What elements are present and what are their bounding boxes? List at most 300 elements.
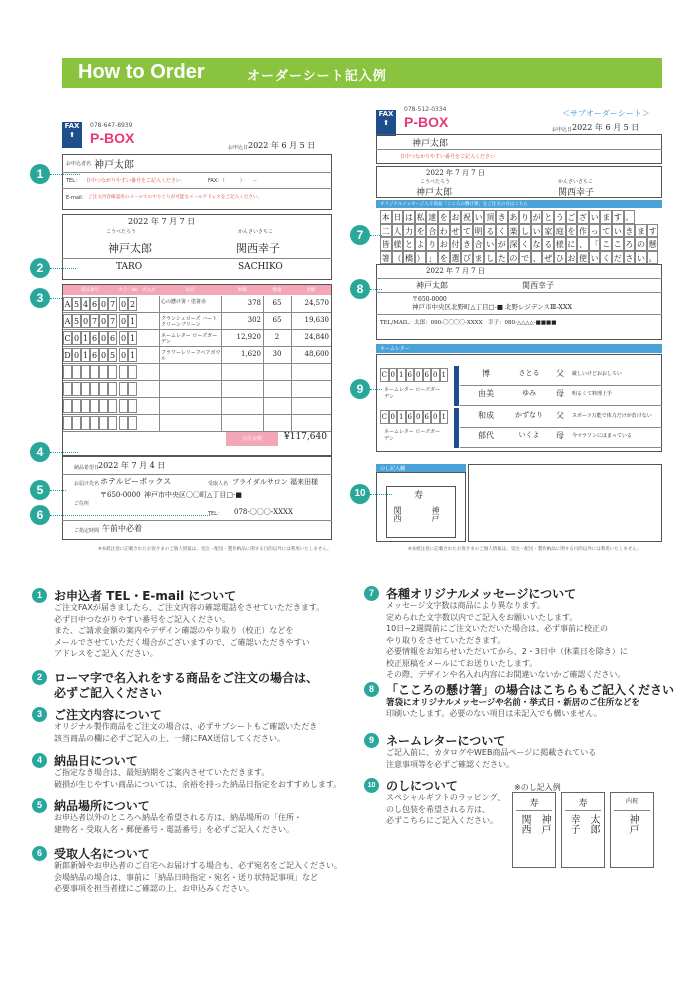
nameletter-relation: 父	[556, 411, 564, 420]
code-cell: C	[63, 331, 72, 345]
explanation-callout-7: 7	[364, 586, 379, 601]
code-cell	[108, 416, 117, 430]
callout-leader	[50, 298, 62, 299]
place-label: お届け先名	[74, 481, 100, 487]
order-date: 2022 年 6 月 5 日	[572, 123, 640, 132]
callout-leader	[370, 389, 382, 390]
code-cell: 6	[90, 331, 99, 345]
nameletter-kana: いくよ	[518, 431, 540, 439]
nameletter-code-cell: 1	[397, 368, 406, 382]
explanation-line: また、ご請求金額の案内やデザイン確認のやり取り（校正）などを	[54, 626, 294, 635]
message-char-cell: 私	[415, 210, 427, 224]
nameletter-bar	[376, 344, 662, 353]
code-cell	[72, 365, 81, 379]
code-cell	[90, 382, 99, 396]
callout-leader	[50, 515, 210, 516]
message-char-cell: こ	[600, 237, 612, 251]
bride-name: 関西幸子	[236, 242, 280, 255]
message-char-cell: を	[566, 224, 578, 238]
explanation-title: 「こころの懸け箸」の場合はこちらもご記入ください	[386, 683, 675, 697]
explanation-line: 校正原稿をメールにてお送りいたします。	[386, 658, 538, 668]
nameletter-name: 由美	[478, 389, 494, 398]
callout-6: 6	[30, 505, 50, 525]
nameletter-bar-label: ネームレター	[380, 346, 410, 352]
nameletter-rows	[376, 366, 662, 452]
nameletter-stripe	[454, 408, 459, 448]
column-divider	[221, 296, 222, 432]
nameletter-code-cell: C	[380, 410, 389, 424]
divider	[62, 258, 332, 259]
code-cell	[81, 365, 90, 379]
code-cell: 0	[99, 314, 108, 328]
explanation-title: お申込者 TEL・E-mail について	[54, 589, 237, 603]
message-char-cell: 力	[403, 224, 415, 238]
code-cell	[99, 416, 108, 430]
callout-1: 1	[30, 164, 50, 184]
delivery-date: 2022 年 7 月 4 日	[98, 461, 166, 470]
message-char-cell: （	[392, 251, 404, 265]
explanation-line: 必ず日中つながりやすい番号をご記入ください。	[54, 614, 230, 624]
total-value: ¥117,640	[284, 432, 327, 442]
row-divider	[460, 405, 662, 406]
message-char-cell: は	[403, 210, 415, 224]
code-cell	[90, 365, 99, 379]
code-cell	[99, 365, 108, 379]
brand-logo: P-BOX	[404, 114, 449, 130]
explanation-line: 必要事項を担当者様にご確認の上、お申込みください。	[54, 884, 254, 893]
message-char-cell: 祝	[461, 210, 473, 224]
message-char-cell: こ	[612, 237, 624, 251]
code-cell	[72, 382, 81, 396]
nameletter-code-cell: 1	[440, 368, 449, 382]
code-cell	[63, 399, 72, 413]
message-char-cell: 合	[473, 237, 485, 251]
message-char-cell: た	[496, 251, 508, 265]
message-char-cell: ）	[415, 251, 427, 265]
color-cell: 1	[128, 348, 137, 362]
item-price: 12,920	[236, 333, 261, 341]
message-char-cell: し	[484, 251, 496, 265]
order-column-header: カラーNo	[118, 288, 138, 293]
item-qty: 30	[272, 350, 282, 358]
color-cell: 2	[128, 297, 137, 311]
message-char-cell: 日	[392, 210, 404, 224]
left-order-sheet	[58, 118, 336, 558]
brand-logo: P-BOX	[90, 130, 135, 146]
divider	[376, 292, 662, 293]
nameletter-message: 厳しいけどおおしろい	[572, 371, 623, 377]
message-char-cell: り	[426, 237, 438, 251]
callout-leader	[370, 494, 392, 495]
wedding-date: 2022 年 7 月 7 日	[426, 169, 485, 177]
kakebashi-name-1: 神戸太郎	[416, 281, 448, 290]
order-column-header: 単価	[237, 288, 247, 293]
nameletter-relation: 父	[556, 369, 564, 378]
order-date: 2022 年 6 月 5 日	[248, 141, 316, 150]
tel-label: TEL：	[66, 178, 80, 184]
code-cell	[72, 399, 81, 413]
color-cell: 0	[119, 297, 128, 311]
nameletter-name: 郁代	[478, 431, 494, 440]
message-char-cell: し	[519, 224, 531, 238]
noshi-sample-name: 幸子	[568, 814, 579, 834]
noshi-band	[565, 810, 601, 811]
message-char-cell: な	[531, 237, 543, 251]
code-cell: 0	[99, 331, 108, 345]
fax-icon: FAX ⬆	[376, 110, 396, 136]
message-char-cell: い	[635, 251, 647, 265]
code-cell: 0	[81, 314, 90, 328]
message-char-cell: 庭	[554, 224, 566, 238]
message-char-cell: ま	[600, 210, 612, 224]
noshi-sample-name: 太郎	[588, 814, 599, 834]
row-divider	[460, 385, 662, 386]
code-cell	[72, 416, 81, 430]
explanation-callout-10: 10	[364, 778, 379, 793]
item-qty: 65	[272, 299, 282, 307]
item-amount: 24,840	[304, 333, 329, 341]
column-divider	[263, 296, 264, 432]
recipient-value: ブライダルサロン 福来田様	[232, 478, 319, 486]
code-cell: 1	[81, 331, 90, 345]
nameletter-message: スポーツ万能で体力だけが負けない	[572, 413, 652, 419]
item-price: 1,620	[240, 350, 261, 358]
noshi-sample-top: 内祝	[625, 798, 638, 805]
callout-leader	[50, 452, 78, 453]
address-value: 神戸市中央区〇〇町△丁目□-■	[144, 491, 242, 499]
explanation-callout-5: 5	[32, 798, 47, 813]
item-name: ネームレター ローズガーデン	[161, 333, 218, 345]
explanation-title: 納品日について	[54, 754, 138, 768]
callout-8: 8	[350, 279, 370, 299]
code-cell: 6	[90, 297, 99, 311]
kakebashi-date: 2022 年 7 月 7 日	[426, 267, 485, 275]
explanation-emphasis: 箸袋にオリジナルメッセージや名前・挙式日・新居のご住所などを	[386, 698, 640, 708]
groom-roman: TARO	[116, 262, 143, 272]
code-cell: 7	[108, 314, 117, 328]
explanation-line: 必ずこちらにご記入ください。	[386, 816, 498, 825]
right-sub-order-sheet	[372, 102, 664, 560]
divider	[376, 149, 662, 150]
explanation-callout-1: 1	[32, 588, 47, 603]
message-char-cell: い	[473, 210, 485, 224]
item-name: 心の懸け箸・塗箸赤	[161, 299, 207, 305]
total-label: 合計金額	[226, 432, 278, 446]
explanation-callout-4: 4	[32, 753, 47, 768]
tel-note: 日中つながりやすい番号をご記入ください	[400, 154, 496, 160]
nameletter-code-cell: 1	[440, 410, 449, 424]
message-char-cell: い	[531, 224, 543, 238]
explanation-line: お申込者以外のところへ納品を希望される方は、納品場所の「住所・	[54, 813, 302, 822]
message-char-cell: っ	[589, 224, 601, 238]
message-char-cell: 橋	[403, 251, 415, 265]
fax-icon: FAX ⬆	[62, 122, 82, 148]
callout-leader	[370, 235, 382, 236]
message-char-cell: て	[600, 224, 612, 238]
message-char-cell: 人	[392, 224, 404, 238]
message-char-cell: で	[519, 251, 531, 265]
message-char-cell: く	[496, 224, 508, 238]
email-note: ご注文内容確認用のメールでのやりとりが可能なメールアドレスをご記入ください。	[88, 195, 263, 200]
page-title: How to Order	[78, 61, 205, 83]
code-cell	[81, 399, 90, 413]
sub-sheet-title: ＜サブオーダーシート＞	[562, 109, 650, 118]
column-divider	[291, 296, 292, 432]
date-label: お申込日	[228, 145, 249, 151]
address-label: ご住所	[74, 501, 90, 507]
callout-7: 7	[350, 225, 370, 245]
message-char-cell: だ	[612, 251, 624, 265]
row-divider	[460, 447, 662, 448]
explanation-callout-6: 6	[32, 846, 47, 861]
message-char-cell: ま	[635, 224, 647, 238]
message-char-cell: 作	[577, 224, 589, 238]
message-char-cell: が	[496, 237, 508, 251]
message-char-cell: の	[635, 237, 647, 251]
message-char-cell: 様	[392, 237, 404, 251]
nameletter-stripe	[454, 366, 459, 406]
explanation-line: 会場納品の場合は、事前に「納品日時指定・宛名・送り状特記事項」など	[54, 872, 318, 882]
message-bar-label: オリジナルメッセージ入り商品「こころの懸け箸」をご注文の方はこちら	[380, 202, 528, 207]
nameletter-code-cell: 0	[431, 368, 440, 382]
code-cell: 6	[108, 331, 117, 345]
item-amount: 24,570	[304, 299, 329, 307]
nameletter-series: ネームレター ローズガーデン	[384, 387, 441, 400]
message-char-cell: う	[554, 210, 566, 224]
fax-number: 078-512-0334	[404, 106, 447, 113]
message-char-cell: 。	[647, 251, 659, 265]
left-footer-note: ※本紙注意に記載されたお客さまのご個人情報は、受注・配送・製作納品に関する目的以外には利用いたしません。	[98, 547, 332, 552]
color-cell	[128, 365, 137, 379]
code-cell: 5	[108, 348, 117, 362]
message-char-cell: わ	[438, 224, 450, 238]
code-cell	[63, 416, 72, 430]
noshi-sample-name: 神戸	[539, 814, 550, 834]
code-cell	[108, 365, 117, 379]
message-char-cell: い	[589, 251, 601, 265]
explanation-line: 該当商品の欄に必ずご記入の上、一緒にFAX送信してください。	[54, 733, 285, 743]
message-char-cell: す	[612, 210, 624, 224]
message-char-cell: 頂	[484, 210, 496, 224]
message-char-cell: 付	[450, 237, 462, 251]
code-cell: D	[63, 348, 72, 362]
message-char-cell: て	[461, 224, 473, 238]
nameletter-name: 博	[482, 369, 490, 378]
divider	[62, 188, 332, 189]
explanation-line: 新郎新婦やお申込者のご自宅へお届けする場合も、必ず宛名をご記入ください。	[54, 861, 342, 870]
message-char-cell: 様	[554, 237, 566, 251]
message-char-cell: 家	[542, 224, 554, 238]
color-cell	[119, 399, 128, 413]
column-divider	[159, 296, 160, 432]
callout-9: 9	[350, 379, 370, 399]
explanation-title: ローマ字で名入れをする商品をご注文の場合は、	[54, 671, 319, 685]
message-char-cell: い	[589, 210, 601, 224]
message-char-cell: く	[600, 251, 612, 265]
order-column-header: 数量	[272, 288, 282, 293]
message-char-cell: る	[542, 237, 554, 251]
callout-2: 2	[30, 258, 50, 278]
nameletter-code-cell: 0	[389, 410, 398, 424]
noshi-example-label: ※のし記入例	[514, 783, 561, 792]
message-char-cell: を	[438, 210, 450, 224]
groom-kana: こうべたろう	[420, 179, 451, 185]
message-char-cell: 楽	[508, 224, 520, 238]
nameletter-code-cell: 1	[397, 410, 406, 424]
explanation-line: メッセージ文字数は商品により異なります。	[386, 601, 545, 610]
explanation-callout-9: 9	[364, 733, 379, 748]
message-char-cell: 懸	[647, 237, 659, 251]
wedding-date: 2022 年 7 月 7 日	[128, 217, 196, 226]
code-cell: 1	[81, 348, 90, 362]
order-columns	[63, 285, 331, 295]
callout-leader	[50, 490, 66, 491]
explanation-line: メールでさせていただく場合がございますので、ご確認いただきやすい	[54, 637, 310, 647]
color-cell: 0	[119, 348, 128, 362]
kakebashi-address: 神戸市中央区北野町△丁目□-■ 北野レジデンスⅢ-XXX	[412, 303, 573, 311]
nameletter-relation: 母	[556, 389, 564, 398]
applicant-name: 神戸太郎	[412, 139, 449, 149]
nameletter-code-cell: 6	[406, 410, 415, 424]
message-char-cell: あ	[508, 210, 520, 224]
code-cell	[81, 416, 90, 430]
place-value: ホテルピーボックス	[100, 477, 172, 486]
item-qty: 65	[272, 316, 282, 324]
phone-value: 078-〇〇〇-XXXX	[234, 508, 294, 516]
code-cell	[108, 382, 117, 396]
color-cell: 1	[128, 331, 137, 345]
explanation-line: ご指定なき場合は、最短納期をご案内させていただきます。	[54, 768, 270, 777]
code-cell: 0	[99, 297, 108, 311]
message-char-cell: さ	[624, 251, 636, 265]
noshi-band	[516, 810, 552, 811]
color-cell: 1	[128, 314, 137, 328]
explanation-line: 注意事項等を必ずご確認ください。	[386, 759, 514, 769]
explanation-line: 10日~2週間前にご注文いただいた場合は、必ず事前に校正の	[386, 624, 608, 633]
message-char-cell: い	[484, 237, 496, 251]
code-cell: 0	[72, 348, 81, 362]
explanation-title: 納品場所について	[54, 799, 150, 813]
message-char-cell: い	[612, 224, 624, 238]
nameletter-kana: さとる	[518, 369, 540, 377]
message-char-cell: き	[496, 210, 508, 224]
message-char-cell: 「	[589, 237, 601, 251]
message-char-cell: よ	[415, 237, 427, 251]
color-cell	[119, 382, 128, 396]
noshi-name-right: 神戸	[431, 506, 440, 522]
nameletter-code-cell: 0	[431, 410, 440, 424]
message-char-cell: と	[542, 210, 554, 224]
phone-label: TEL：	[208, 511, 222, 517]
explanation-callout-8: 8	[364, 682, 379, 697]
divider	[376, 278, 662, 279]
message-char-cell: ひ	[554, 251, 566, 265]
code-cell: 4	[81, 297, 90, 311]
bride-kana: かんさいさちこ	[558, 179, 594, 185]
time-value: 午前中必着	[102, 524, 142, 533]
nameletter-kana: ゆみ	[522, 389, 536, 397]
callout-5: 5	[30, 480, 50, 500]
explanation-line: 建物名・受取人名・郵便番号・電話番号」を必ずご記入ください。	[54, 824, 294, 834]
code-cell	[99, 399, 108, 413]
message-char-cell: を	[415, 224, 427, 238]
message-char-cell: 箸	[380, 251, 392, 265]
explanation-line: ご注文FAXが届きましたら、ご注文内容の確認電話をさせていただきます。	[54, 603, 325, 612]
message-char-cell: の	[508, 251, 520, 265]
message-char-cell: き	[461, 237, 473, 251]
message-char-cell: お	[438, 237, 450, 251]
message-char-cell: 本	[380, 210, 392, 224]
message-char-cell: ぜ	[542, 251, 554, 265]
code-cell: 7	[108, 297, 117, 311]
item-name: フラワーレリーフベアボウル	[161, 350, 221, 362]
color-cell: 0	[119, 314, 128, 328]
message-char-cell: す	[647, 224, 659, 238]
page-subtitle: オーダーシート記入例	[247, 69, 387, 84]
message-char-cell: 二	[380, 224, 392, 238]
nameletter-relation: 母	[556, 431, 564, 440]
row-divider	[460, 427, 662, 428]
message-char-cell: ご	[566, 210, 578, 224]
noshi-sample-name: 神戸	[627, 814, 638, 834]
explanation-title-2: 必ずご記入ください	[54, 686, 163, 700]
bride-kana: かんさいさちこ	[238, 229, 274, 235]
explanation-line: のし包装を希望される方は、	[386, 804, 490, 814]
explanation-line: その際、デザインや名入れ内容にお間違いないかご確認ください。	[386, 670, 626, 679]
explanation-title: 各種オリジナルメッセージについて	[386, 587, 577, 601]
explanation-line: 必要情報をお知らせいただいてから、2・3日中（休業日を除き）に	[386, 647, 628, 656]
bride-roman: SACHIKO	[238, 262, 283, 272]
message-char-cell: 。	[624, 210, 636, 224]
message-char-cell: に	[566, 237, 578, 251]
explanation-callout-2: 2	[32, 670, 47, 685]
applicant-name: 神戸太郎	[94, 160, 134, 171]
explanation-callout-3: 3	[32, 707, 47, 722]
noshi-kotobuki: 寿	[414, 491, 424, 501]
code-cell	[63, 365, 72, 379]
explanation-line: スペシャルギフトのラッピング、	[386, 793, 506, 802]
color-cell	[119, 416, 128, 430]
groom-name: 神戸太郎	[416, 188, 453, 198]
explanation-line: 印刷いたします。必要のない項目は未記入でも構いません。	[386, 709, 602, 718]
message-char-cell: せ	[450, 224, 462, 238]
message-char-cell: ざ	[577, 210, 589, 224]
kakebashi-zip: 〒650-0000	[412, 296, 447, 303]
divider	[376, 314, 662, 315]
explanation-line: オリジナル製作商品をご注文の場合は、必ずサブシートもご確認いただき	[54, 722, 318, 731]
kakebashi-name-2: 関西幸子	[522, 281, 554, 290]
message-char-cell: 」	[426, 251, 438, 265]
code-cell	[63, 382, 72, 396]
message-char-cell: び	[461, 251, 473, 265]
noshi-name-left: 関西	[393, 506, 402, 522]
delivery-date-label: 納品希望日	[74, 465, 100, 471]
explanation-title: ネームレターについて	[386, 734, 506, 748]
explanation-line: やり取りをさせていただきます。	[386, 635, 506, 645]
item-amount: 48,600	[304, 350, 329, 358]
item-price: 302	[247, 316, 261, 324]
date-label: お申込日	[552, 127, 573, 133]
recipient-label: 受取人名	[208, 481, 229, 487]
email-label: E-mail：	[66, 195, 87, 201]
order-column-header: 名入れ	[142, 288, 156, 293]
callout-3: 3	[30, 288, 50, 308]
message-char-cell: 深	[508, 237, 520, 251]
color-cell	[128, 416, 137, 430]
nameletter-name: 和成	[478, 411, 494, 420]
nameletter-code-cell: 6	[423, 368, 432, 382]
color-cell: 0	[119, 331, 128, 345]
